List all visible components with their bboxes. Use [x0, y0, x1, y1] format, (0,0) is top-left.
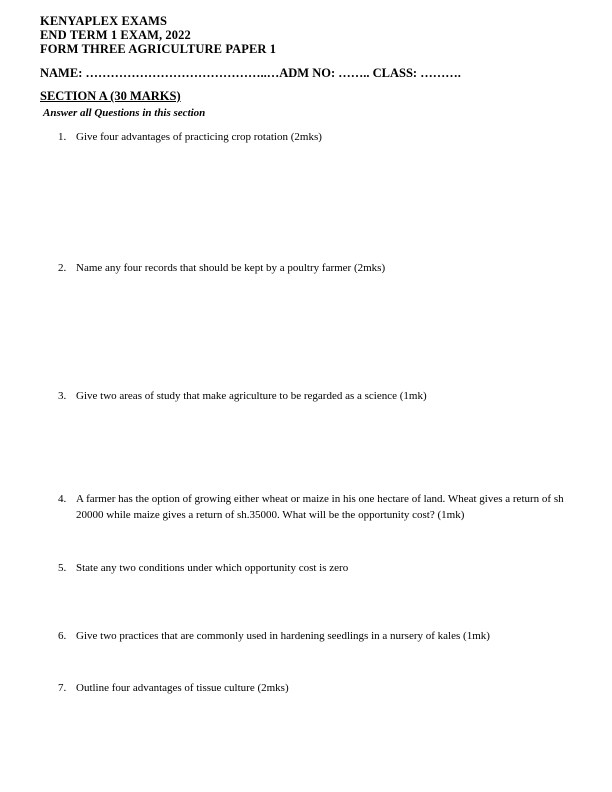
question-number: 3.	[58, 390, 67, 402]
student-details-line: NAME: ……………………………………..…ADM NO: …….. CLASS: ……….	[40, 66, 461, 80]
question-7	[58, 680, 568, 696]
question-text: Name any four records that should be kept by a poultry farmer (2mks)	[76, 262, 386, 274]
section-title: SECTION A (30 MARKS)	[40, 89, 181, 103]
exam-title: END TERM 1 EXAM, 2022	[40, 28, 191, 42]
question-text: A farmer has the option of growing either wheat or maize in his one hectare of land. Wheat gives a return of sh 20000 while maize gives a return of sh.35000. What will be the opportunity cost? (1mk)	[76, 493, 564, 521]
question-text: Give two practices that are commonly used in hardening seedlings in a nursery of kales (1mk)	[76, 630, 490, 642]
question-text: Give four advantages of practicing crop rotation (2mks)	[76, 131, 322, 143]
paper-title: FORM THREE AGRICULTURE PAPER 1	[40, 42, 277, 56]
question-number: 6.	[58, 630, 67, 642]
question-number: 1.	[58, 131, 67, 143]
question-2	[58, 260, 568, 276]
school-name: KENYAPLEX EXAMS	[40, 14, 168, 28]
question-6	[58, 628, 568, 644]
question-number: 4.	[58, 493, 67, 505]
question-3	[58, 388, 568, 404]
question-number: 2.	[58, 262, 67, 274]
question-text: Outline four advantages of tissue culture (2mks)	[76, 682, 289, 694]
question-text: Give two areas of study that make agriculture to be regarded as a science (1mk)	[76, 390, 427, 402]
question-text: State any two conditions under which opportunity cost is zero	[76, 562, 349, 574]
question-5	[58, 560, 568, 576]
question-number: 7.	[58, 682, 67, 694]
question-1	[58, 129, 568, 145]
section-instructions: Answer all Questions in this section	[43, 107, 206, 119]
question-number: 5.	[58, 562, 67, 574]
question-4	[58, 491, 568, 523]
